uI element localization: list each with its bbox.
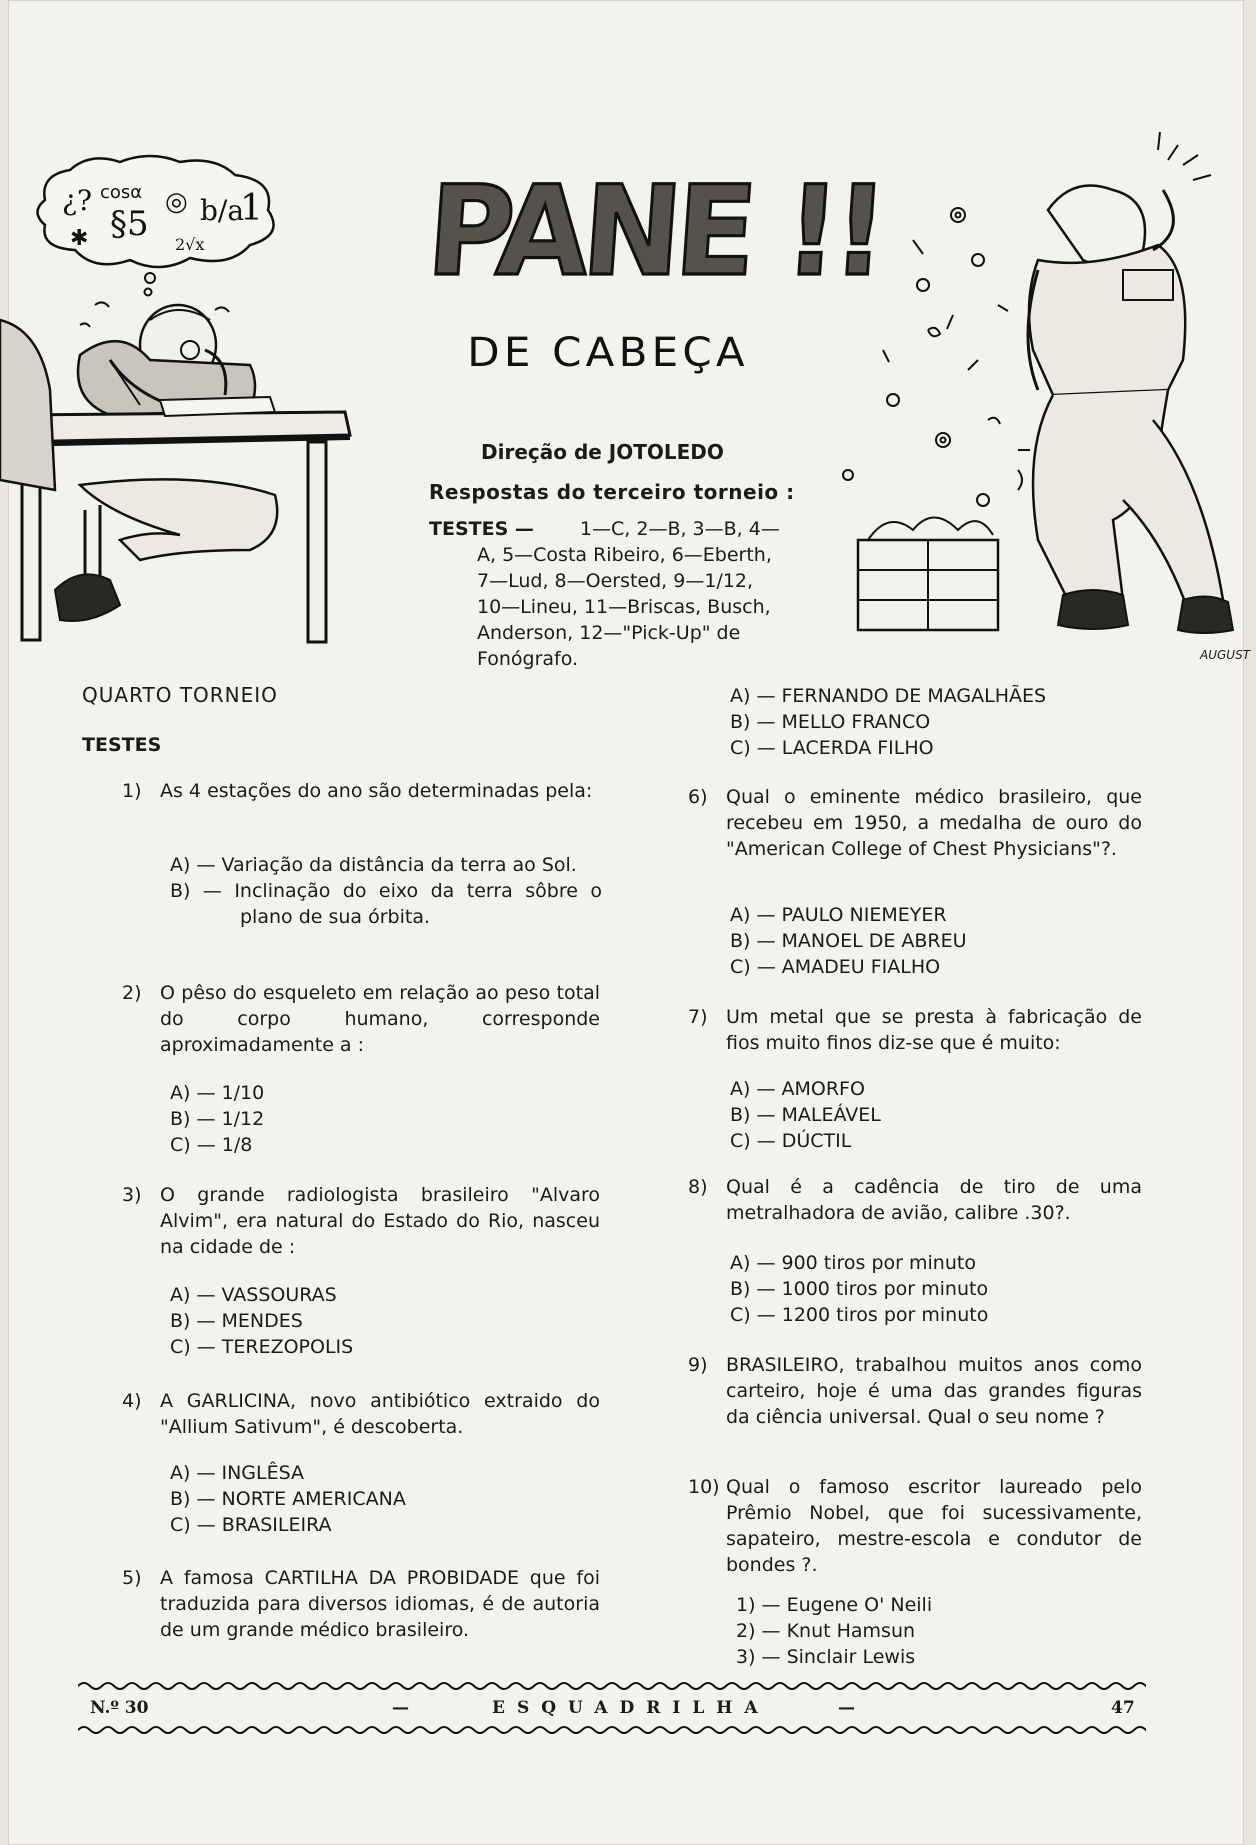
question-10-options: [736, 1592, 932, 1670]
svg-text:✱: ✱: [70, 226, 89, 251]
answers-lead: TESTES —: [429, 518, 534, 540]
footer-wave-top: [78, 1680, 1146, 1692]
question-text: Qual o famoso escritor laureado pelo Prêmio Nobel, que foi sucessivamente, sapateiro, mestre-escola e condutor de bondes ?.: [726, 1476, 1142, 1576]
option: C) — AMADEU FIALHO: [730, 956, 941, 978]
question-number: 4): [122, 1390, 142, 1412]
question-number: 2): [122, 982, 142, 1004]
option: A) — FERNANDO DE MAGALHÃES: [730, 685, 1047, 707]
footer-dash: —: [392, 1698, 409, 1718]
question-4-options: [170, 1460, 406, 1538]
question-number: 5): [122, 1567, 142, 1589]
question-text: Qual o eminente médico brasileiro, que recebeu em 1950, a medalha de ouro do "American College of Chest Physicians"?.: [726, 786, 1142, 860]
option: C) — 1/8: [170, 1134, 253, 1156]
option: B) — 1000 tiros por minuto: [730, 1278, 989, 1300]
section-subtitle: TESTES: [82, 734, 162, 756]
question-2-options: [170, 1080, 264, 1158]
question-number: 9): [688, 1354, 708, 1376]
question-text: A GARLICINA, novo antibiótico extraido do "Allium Sativum", é descoberta.: [160, 1390, 600, 1438]
option: B) — MALEÁVEL: [730, 1104, 881, 1126]
option: 1) — Eugene O' Neili: [736, 1594, 933, 1616]
magazine-name: ESQUADRILHA: [492, 1698, 770, 1718]
option: B) — MANOEL DE ABREU: [730, 930, 967, 952]
question-3-options: [170, 1282, 353, 1360]
question-text: BRASILEIRO, trabalhou muitos anos como carteiro, hoje é uma das grandes figuras da ciência universal. Qual o seu nome ?: [726, 1354, 1142, 1428]
option: A) — 1/10: [170, 1082, 265, 1104]
direction-credit: Direção de JOTOLEDO: [481, 440, 724, 464]
option: A) — Variação da distância da terra ao Sol.: [170, 854, 577, 876]
footer-dash: —: [838, 1698, 855, 1718]
question-number: 6): [688, 786, 708, 808]
thinking-soldier-illustration: [0, 150, 380, 670]
option: A) — VASSOURAS: [170, 1284, 337, 1306]
option: B) — Inclinação do eixo da terra sôbre o plano de sua órbita.: [170, 880, 602, 928]
question-number: 7): [688, 1006, 708, 1028]
previous-answers: [429, 516, 793, 672]
question-5-options: [730, 683, 1046, 761]
option: B) — MENDES: [170, 1310, 303, 1332]
option: B) — MELLO FRANCO: [730, 711, 931, 733]
option: C) — DÚCTIL: [730, 1130, 852, 1152]
confused-soldier-illustration: [823, 120, 1243, 650]
answers-heading: Respostas do terceiro torneio :: [429, 480, 795, 504]
footer-wave-bottom: [78, 1724, 1146, 1736]
option: C) — TEREZOPOLIS: [170, 1336, 354, 1358]
question-number: 10): [688, 1476, 720, 1498]
question-number: 3): [122, 1184, 142, 1206]
answers-line: A, 5—Costa Ribeiro, 6—Eberth,: [477, 544, 772, 566]
magazine-page: [8, 0, 1251, 1845]
question-7-options: [730, 1076, 881, 1154]
question-text: O grande radiologista brasileiro "Alvaro Alvim", era natural do Estado do Rio, nasceu na cidade de :: [160, 1184, 600, 1258]
svg-text:§5: §5: [110, 204, 149, 244]
option: C) — LACERDA FILHO: [730, 737, 934, 759]
svg-text:b/a: b/a: [200, 194, 245, 227]
svg-text:◎: ◎: [165, 187, 188, 217]
answers-line: 7—Lud, 8—Oersted, 9—1/12,: [477, 570, 754, 592]
answers-line: 1—C, 2—B, 3—B, 4—: [579, 518, 780, 540]
option: A) — PAULO NIEMEYER: [730, 904, 947, 926]
section-title: QUARTO TORNEIO: [82, 683, 278, 707]
cartoonist-signature: AUGUST: [1200, 648, 1251, 662]
option: 2) — Knut Hamsun: [736, 1620, 916, 1642]
svg-text:1: 1: [240, 188, 263, 229]
answers-line: Anderson, 12—"Pick-Up" de: [477, 622, 741, 644]
question-text: Um metal que se presta à fabricação de fios muito finos diz-se que é muito:: [726, 1006, 1142, 1054]
question-6-options: [730, 902, 967, 980]
option: 3) — Sinclair Lewis: [736, 1646, 916, 1668]
option: B) — 1/12: [170, 1108, 265, 1130]
question-number: 8): [688, 1176, 708, 1198]
svg-text:cosα: cosα: [100, 182, 143, 203]
svg-text:¿?: ¿?: [62, 184, 93, 217]
page-subtitle: DE CABEÇA: [467, 330, 749, 376]
option: A) — INGLÊSA: [170, 1462, 305, 1484]
answers-line: 10—Lineu, 11—Briscas, Busch,: [477, 596, 771, 618]
question-8-options: [730, 1250, 988, 1328]
question-text: A famosa CARTILHA DA PROBIDADE que foi traduzida para diversos idiomas, é de autoria de um grande médico brasileiro.: [160, 1567, 600, 1641]
option: C) — 1200 tiros por minuto: [730, 1304, 989, 1326]
page-title: PANE !!: [422, 158, 887, 304]
option: B) — NORTE AMERICANA: [170, 1488, 406, 1510]
question-number: 1): [122, 780, 142, 802]
question-text: As 4 estações do ano são determinadas pela:: [160, 780, 593, 802]
question-text: O pêso do esqueleto em relação ao peso total do corpo humano, corresponde aproximadamente a :: [160, 982, 600, 1056]
issue-number: N.º 30: [90, 1698, 149, 1718]
option: A) — AMORFO: [730, 1078, 865, 1100]
option: A) — 900 tiros por minuto: [730, 1252, 976, 1274]
svg-text:2√x: 2√x: [175, 235, 205, 254]
answers-line: Fonógrafo.: [477, 648, 579, 670]
page-number: 47: [1111, 1698, 1135, 1718]
question-1-options: [170, 852, 602, 930]
question-text: Qual é a cadência de tiro de uma metralhadora de avião, calibre .30?.: [726, 1176, 1142, 1224]
option: C) — BRASILEIRA: [170, 1514, 332, 1536]
